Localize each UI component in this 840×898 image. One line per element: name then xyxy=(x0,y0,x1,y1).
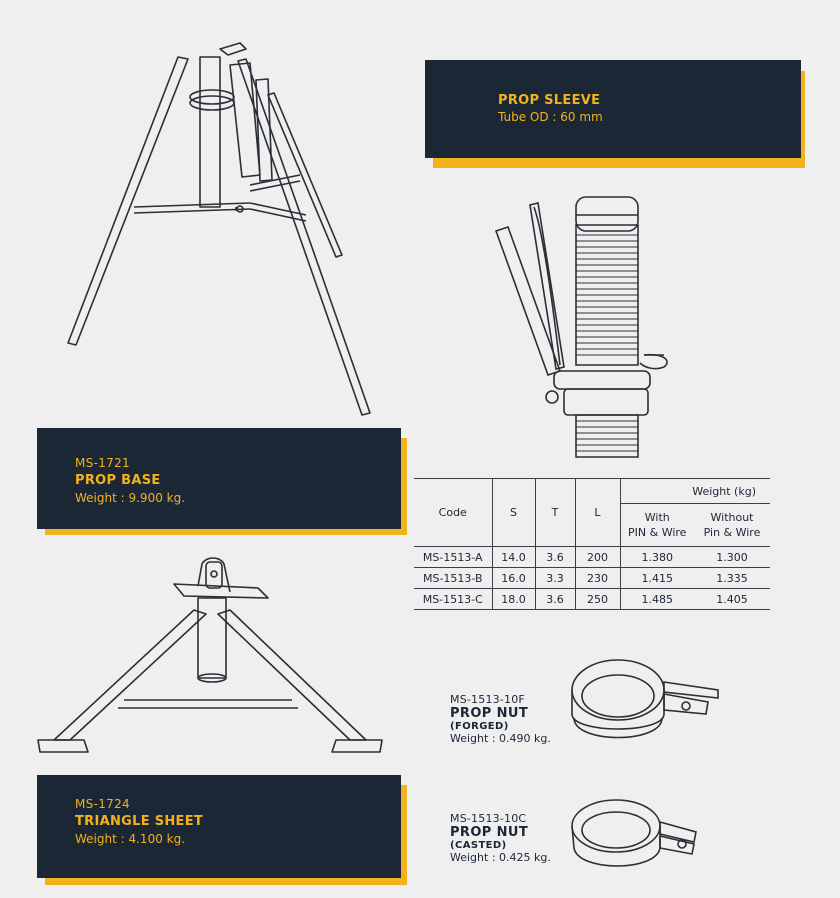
cell-t: 3.3 xyxy=(535,568,575,589)
header-without-line2: Pin & Wire xyxy=(703,526,761,539)
triangle-sheet-panel xyxy=(37,775,407,885)
prop-nut-casted-text xyxy=(450,812,551,864)
cell-code: MS-1513-C xyxy=(414,589,492,610)
cell-s: 16.0 xyxy=(492,568,535,589)
prop-nut-forged-text xyxy=(450,693,551,745)
header-with-line2: PIN & Wire xyxy=(628,526,687,539)
header-without-line1: Without xyxy=(710,511,754,524)
prop-nut-casted-title: PROP NUT xyxy=(450,825,529,840)
cell-without: 1.300 xyxy=(694,547,770,568)
triangle-sheet-weight: Weight : 4.100 kg. xyxy=(75,832,186,846)
cell-with: 1.485 xyxy=(620,589,694,610)
prop-sleeve-title: PROP SLEEVE xyxy=(498,93,601,108)
header-without xyxy=(694,504,770,547)
cell-l: 250 xyxy=(575,589,620,610)
prop-sleeve-panel xyxy=(425,60,805,168)
cell-l: 230 xyxy=(575,568,620,589)
prop-base-panel xyxy=(37,428,407,536)
prop-nut-forged-weight: Weight : 0.490 kg. xyxy=(450,732,551,745)
table-row xyxy=(414,589,770,610)
prop-nut-forged-drawing xyxy=(568,652,724,752)
table-row xyxy=(414,568,770,589)
prop-nut-casted-weight: Weight : 0.425 kg. xyxy=(450,851,551,864)
prop-nut-casted-type: (CASTED) xyxy=(450,840,507,851)
prop-nut-casted-drawing xyxy=(568,796,704,880)
prop-base-title: PROP BASE xyxy=(75,473,161,488)
prop-base-code: MS-1721 xyxy=(75,456,130,470)
prop-nut-forged-code: MS-1513-10F xyxy=(450,693,525,706)
cell-l: 200 xyxy=(575,547,620,568)
header-with xyxy=(620,504,694,547)
cell-s: 18.0 xyxy=(492,589,535,610)
cell-t: 3.6 xyxy=(535,547,575,568)
prop-sleeve-subtitle: Tube OD : 60 mm xyxy=(498,110,603,124)
triangle-sheet-title: TRIANGLE SHEET xyxy=(75,814,204,829)
prop-base-drawing xyxy=(60,35,380,420)
triangle-sheet-code: MS-1724 xyxy=(75,797,130,811)
triangle-sheet-drawing xyxy=(34,552,386,762)
header-l: L xyxy=(575,479,620,547)
cell-without: 1.335 xyxy=(694,568,770,589)
header-weight-group: Weight (kg) xyxy=(620,479,770,504)
header-with-line1: With xyxy=(644,511,670,524)
cell-code: MS-1513-B xyxy=(414,568,492,589)
header-t: T xyxy=(535,479,575,547)
prop-nut-casted-code: MS-1513-10C xyxy=(450,812,527,825)
cell-without: 1.405 xyxy=(694,589,770,610)
prop-sleeve-spec-table xyxy=(414,478,770,610)
prop-base-weight: Weight : 9.900 kg. xyxy=(75,491,186,505)
cell-t: 3.6 xyxy=(535,589,575,610)
cell-code: MS-1513-A xyxy=(414,547,492,568)
prop-nut-forged-type: (FORGED) xyxy=(450,721,509,732)
header-code: Code xyxy=(414,479,492,547)
prop-nut-forged-title: PROP NUT xyxy=(450,706,529,721)
cell-with: 1.415 xyxy=(620,568,694,589)
header-s: S xyxy=(492,479,535,547)
cell-with: 1.380 xyxy=(620,547,694,568)
table-row xyxy=(414,547,770,568)
cell-s: 14.0 xyxy=(492,547,535,568)
prop-sleeve-drawing xyxy=(494,195,679,460)
